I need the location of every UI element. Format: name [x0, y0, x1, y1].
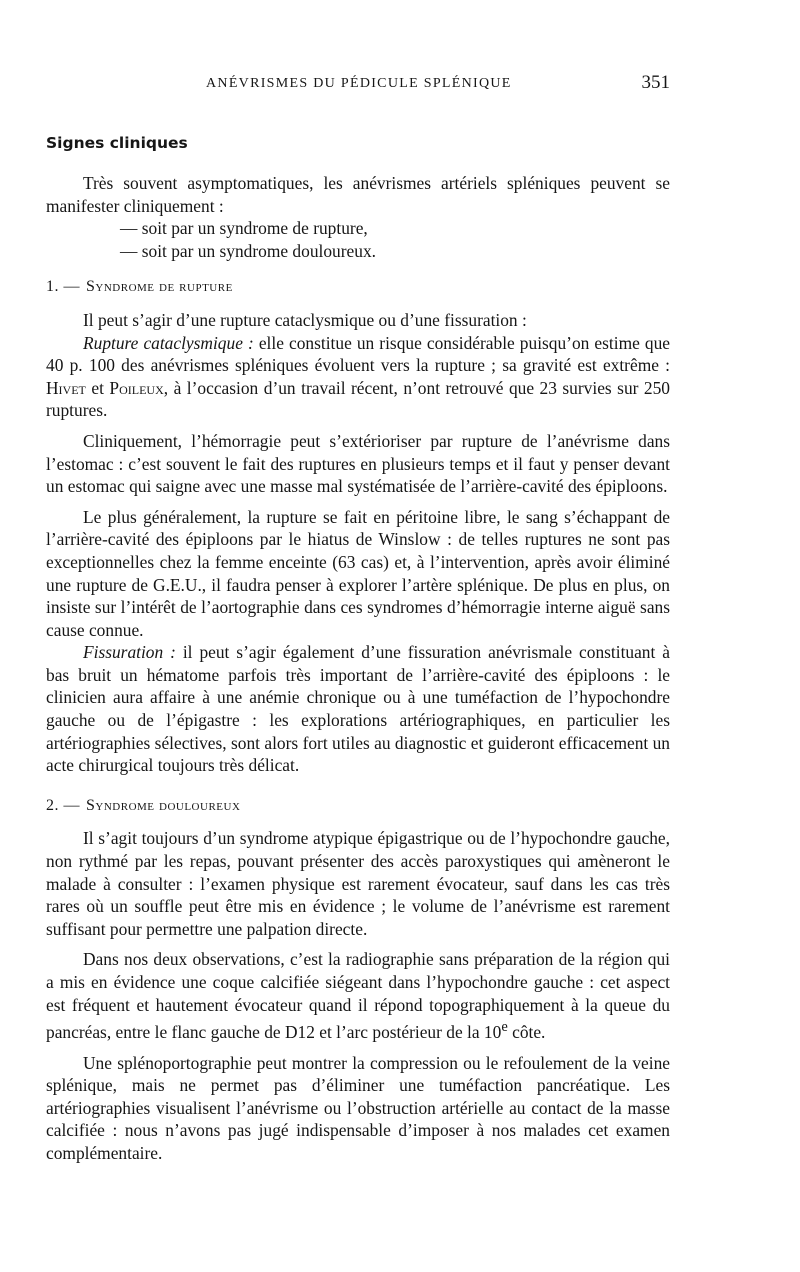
- paragraph: Une splénoportographie peut montrer la compression ou le refoulement de la veine splénique, mais ne permet pas d’éliminer une tuméfaction pancréatique. Les artériographies visualisent l’anévrisme ou l’obstruction artérielle au contact de la masse calcifiée : nous n’avons pas jugé indispensable d’imposer à nos malades cet examen complémentaire.: [46, 1052, 670, 1163]
- author-name: Hivet: [46, 377, 86, 398]
- paragraph: Il s’agit toujours d’un syndrome atypique épigastrique ou de l’hypochondre gauche, non rythmé par les repas, pouvant présenter des accès paroxystiques qui amèneront le malade à consulter : l’examen physique est rarement évocateur, sauf dans les cas très rares où un souffle peut être mis en évidence ; le volume de l’anévrisme est rarement suffisant pour permettre une palpation directe.: [46, 828, 670, 939]
- text-run: et: [85, 377, 110, 398]
- page-number: 351: [641, 72, 670, 93]
- text-run: elle constitue un risque considérable puisqu’on estime que 40 p. 100 des anévrismes spléniques évoluent vers la rupture ; sa gravité est extrême :: [46, 332, 670, 376]
- symptom-list: [120, 217, 670, 262]
- body-text: [46, 172, 670, 1165]
- italic-label: Fissuration :: [83, 642, 176, 663]
- running-title: ANÉVRISMES DU PÉDICULE SPLÉNIQUE: [206, 76, 512, 91]
- italic-label: Rupture cataclysmique :: [83, 332, 254, 353]
- paragraph: Le plus généralement, la rupture se fait en péritoine libre, le sang s’échappant de l’arrière-cavité des épiploons par le hiatus de Winslow : de telles ruptures ne sont pas exceptionnelles chez la femme enceinte (63 cas) et, à l’intervention, après avoir éliminé une rupture de G.E.U., il faudra penser à explorer l’artère splénique. De plus en plus, on insiste sur l’intérêt de l’aortographie dans ces syndromes d’hémorragie interne aiguë sans cause connue.: [46, 506, 670, 640]
- text-run: Dans nos deux observations, c’est la radiographie sans préparation de la région qui a mis en évidence une coque calcifiée siégeant dans l’hypochondre gauche : cet aspect est fréquent et hautement évocateur quand il répond topographiquement à la queue du pancréas, entre le flanc gauche de D12 et l’arc postérieur de la 10: [46, 949, 670, 1042]
- list-item: — soit par un syndrome douloureux.: [120, 240, 376, 261]
- paragraph: Il peut s’agir d’une rupture cataclysmique ou d’une fissuration :: [83, 309, 527, 330]
- subheading-douloureux: [46, 795, 670, 818]
- text-run: , à l’occasion d’un travail récent, n’ont retrouvé que 23 survies sur 250 ruptures.: [46, 377, 671, 421]
- subheading-number: 2. —: [46, 796, 80, 814]
- text-run: il peut s’agir également d’une fissuration anévrismale constituant à bas bruit un hématome parfois très important de l’arrière-cavité des épiploons : le clinicien aura affaire à une anémie chronique ou à une tuméfaction de l’hypochondre gauche ou de l’épigastre : les explorations artériographiques, en particulier les artériographies sélectives, sont alors fort utiles au diagnostic et guideront efficacement un acte chirurgical toujours très délicat.: [46, 642, 670, 776]
- author-name: Poileux: [109, 377, 164, 398]
- paragraph-fissuration: [46, 641, 670, 777]
- subheading-rupture: [46, 276, 670, 299]
- running-head: [46, 74, 670, 96]
- subheading-title: Syndrome de rupture: [86, 278, 233, 296]
- superscript: e: [501, 1019, 508, 1036]
- subheading-number: 1. —: [46, 278, 80, 296]
- section-heading: Signes cliniques: [46, 134, 188, 152]
- subheading-title: Syndrome douloureux: [86, 796, 241, 814]
- intro-paragraph: Très souvent asymptomatiques, les anévrismes artériels spléniques peuvent se manifester cliniquement :: [46, 173, 670, 216]
- text-run: côte.: [507, 1021, 546, 1042]
- list-item: — soit par un syndrome de rupture,: [120, 218, 368, 239]
- paragraph: [46, 948, 670, 1043]
- paragraph: Cliniquement, l’hémorragie peut s’extérioriser par rupture de l’anévrisme dans l’estomac : c’est souvent le fait des ruptures en plusieurs temps et il faut y penser devant un estomac qui saigne avec une masse mal systématisée de l’arrière-cavité des épiploons.: [46, 430, 670, 497]
- paragraph-rupture-cataclysmique: [46, 332, 670, 422]
